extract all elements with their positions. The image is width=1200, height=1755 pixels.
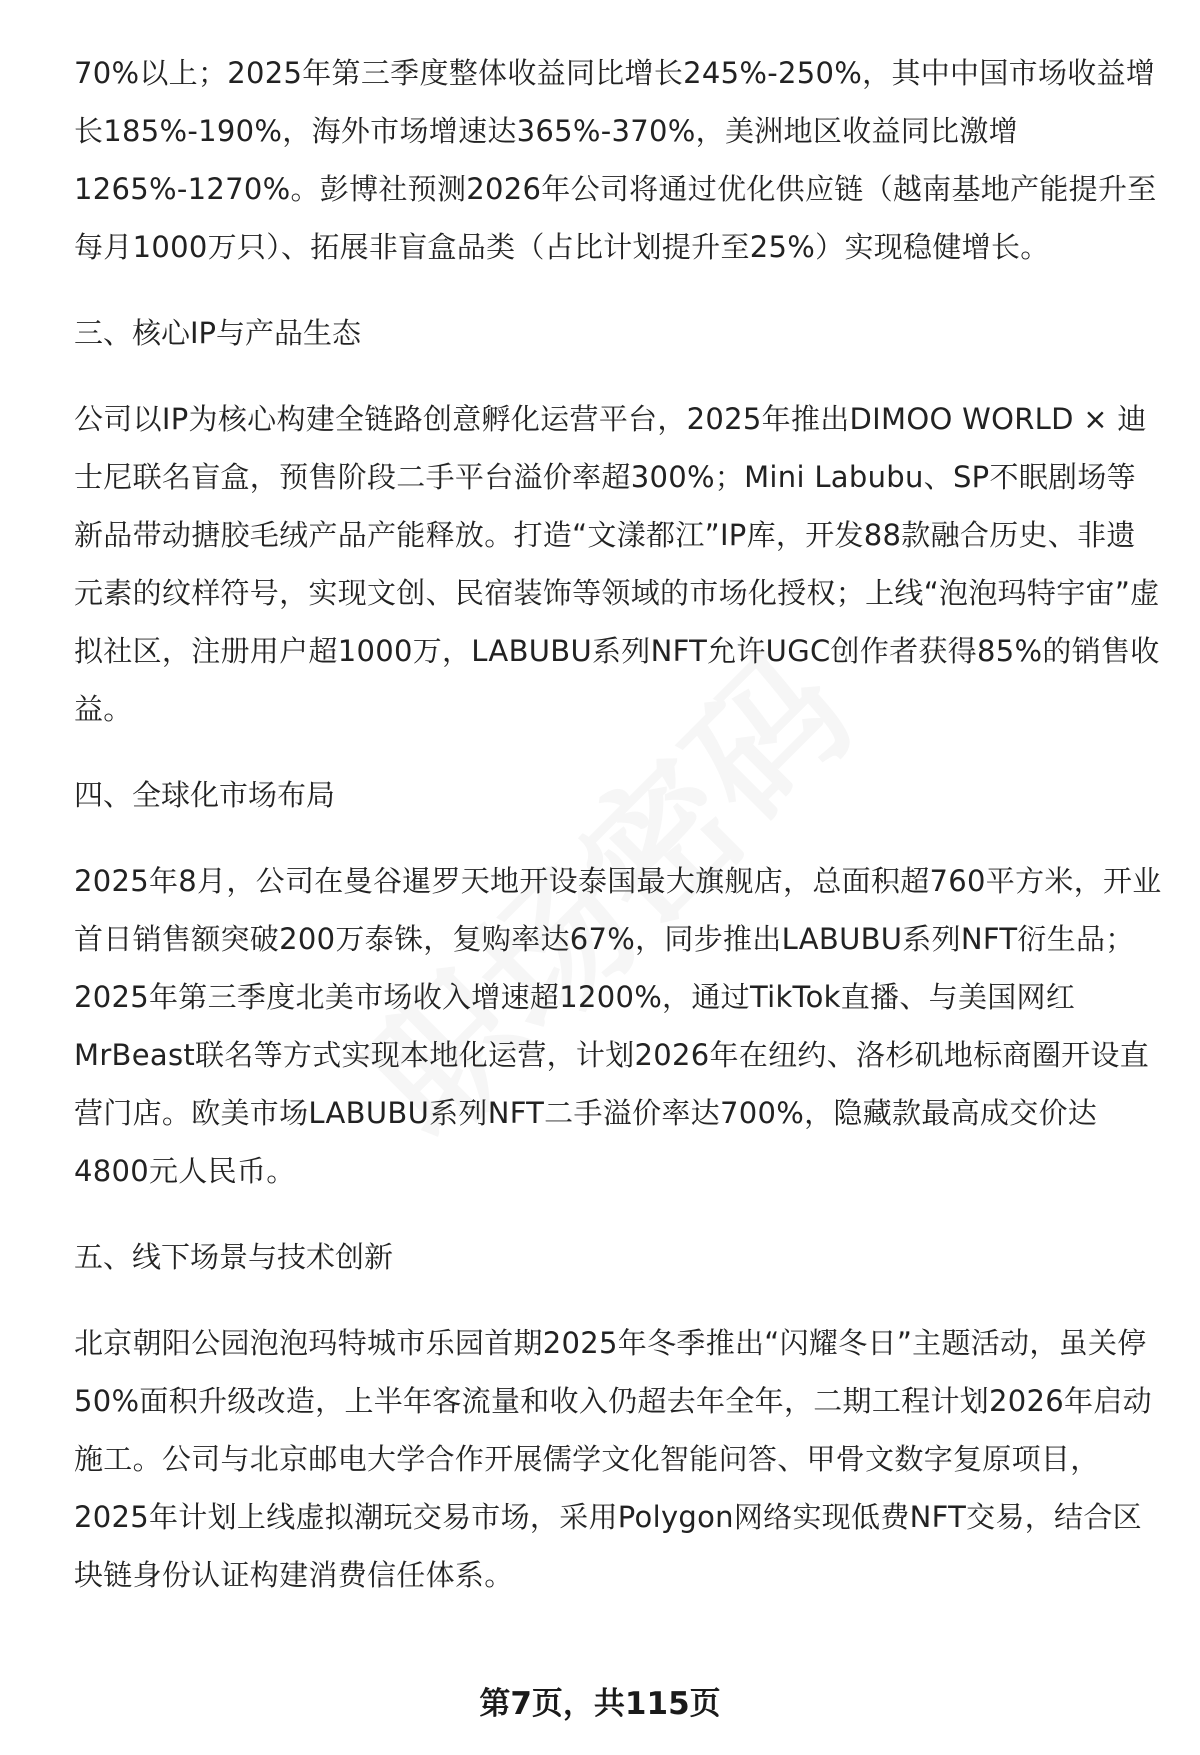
- paragraph-ip-ecosystem: 公司以IP为核心构建全链路创意孵化运营平台，2025年推出DIMOO WORLD × 迪士尼联名盲盒，预售阶段二手平台溢价率超300%；Mini Labubu、SP不眠剧场等新品带动搪胶毛绒产品产能释放。打造“文漾都江”IP库，开发88款融合历史、非遗元素的纹样符号，实现文创、民宿装饰等领域的市场化授权；上线“泡泡玛特宇宙”虚拟社区，注册用户超1000万，LABUBU系列NFT允许UGC创作者获得85%的销售收益。: [74, 402, 1160, 726]
- section-heading-ip: 三、核心IP与产品生态: [74, 316, 362, 350]
- section-heading-global: 四、全球化市场布局: [74, 778, 336, 812]
- paragraph-global-market: 2025年8月，公司在曼谷暹罗天地开设泰国最大旗舰店，总面积超760平方米，开业首日销售额突破200万泰铢，复购率达67%，同步推出LABUBU系列NFT衍生品；2025年第三季度北美市场收入增速超1200%，通过TikTok直播、与美国网红MrBeast联名等方式实现本地化运营，计划2026年在纽约、洛杉矶地标商圈开设直营门店。欧美市场LABUBU系列NFT二手溢价率达700%，隐藏款最高成交价达4800元人民币。: [74, 864, 1162, 1188]
- paragraph-revenue: 70%以上；2025年第三季度整体收益同比增长245%-250%，其中中国市场收益增长185%-190%，海外市场增速达365%-370%，美洲地区收益同比激增1265%-1270%。彭博社预测2026年公司将通过优化供应链（越南基地产能提升至每月1000万只）、拓展非盲盒品类（占比计划提升至25%）实现稳健增长。: [74, 56, 1157, 264]
- paragraph-offline-tech: 北京朝阳公园泡泡玛特城市乐园首期2025年冬季推出“闪耀冬日”主题活动，虽关停50%面积升级改造，上半年客流量和收入仍超去年全年，二期工程计划2026年启动施工。公司与北京邮电大学合作开展儒学文化智能问答、甲骨文数字复原项目，2025年计划上线虚拟潮玩交易市场，采用Polygon网络实现低费NFT交易，结合区块链身份认证构建消费信任体系。: [74, 1326, 1152, 1592]
- document-body: [74, 44, 1164, 1604]
- page-number: 第7页，共115页: [479, 1686, 721, 1722]
- section-heading-offline: 五、线下场景与技术创新: [74, 1240, 394, 1274]
